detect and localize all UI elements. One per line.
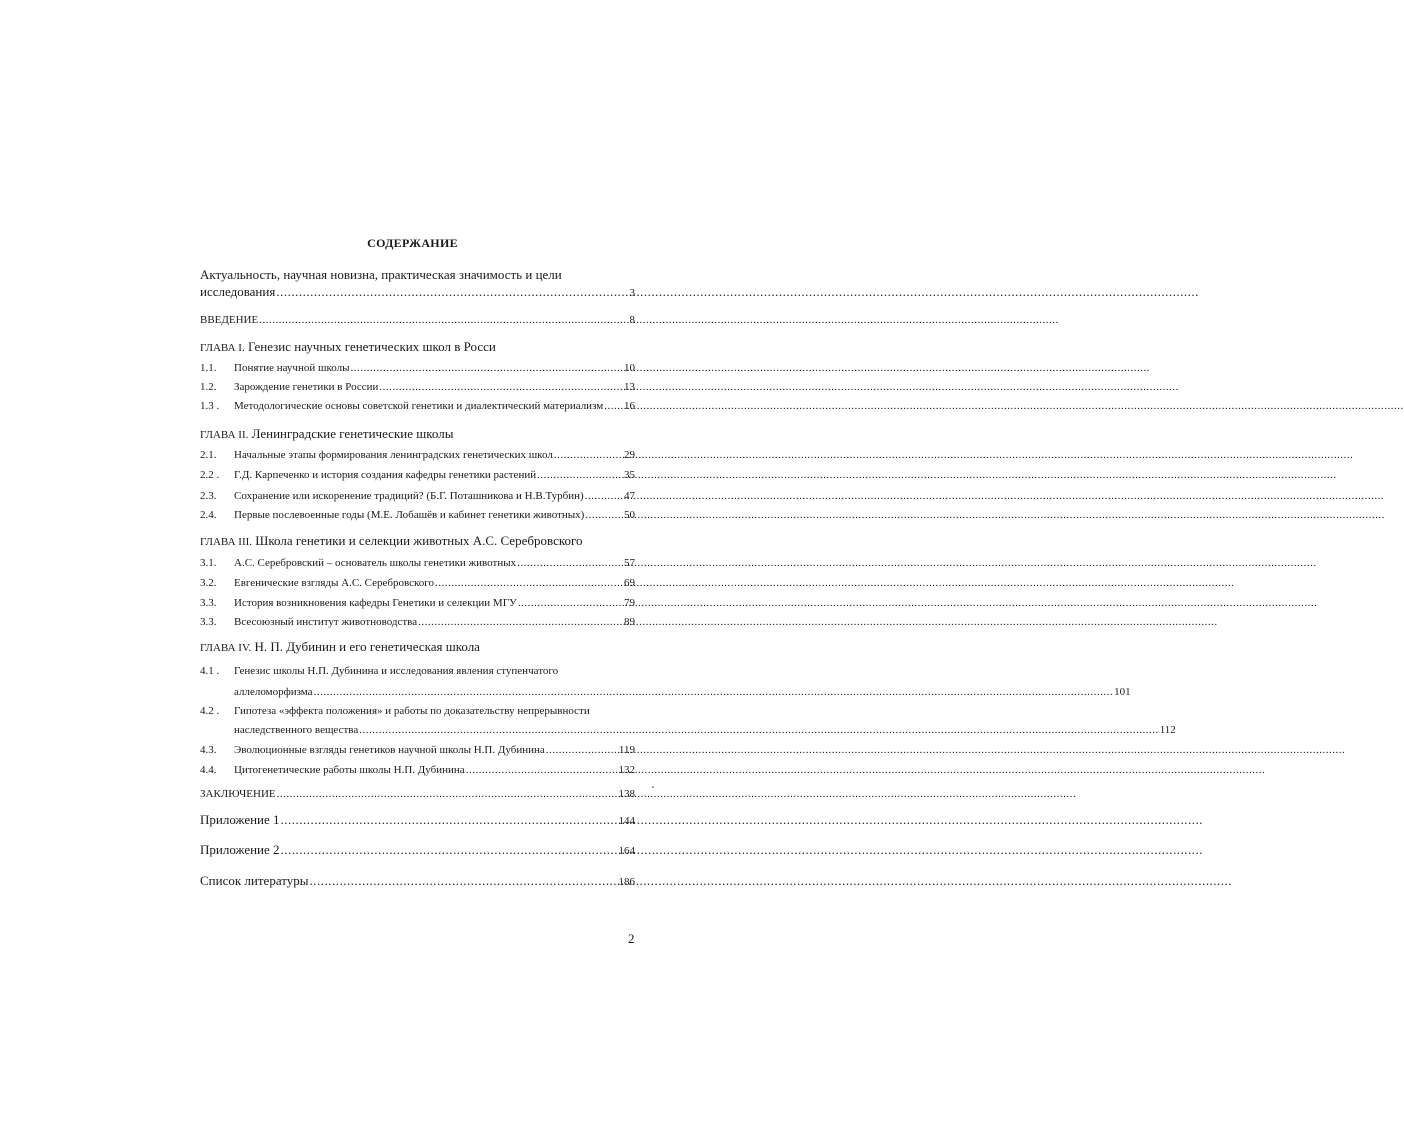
- dot-leader: [281, 842, 618, 858]
- chapter-title: Школа генетики и селекции животных А.С. Серебровского: [252, 533, 583, 548]
- section-number: 3.1.: [200, 557, 217, 569]
- scan-speck: [652, 786, 654, 788]
- page-number: 2: [628, 931, 635, 946]
- section-label: Евгенические взгляды А.С. Серебровского: [234, 577, 435, 589]
- toc-appendix-1: [200, 812, 635, 829]
- section-label: Генезис школы Н.П. Дубинина и исследования явления ступенчатого: [234, 665, 559, 677]
- dot-leader: [418, 614, 623, 630]
- page-title: СОДЕРЖАНИЕ: [367, 236, 458, 250]
- section-label: Методологические основы советской генетики и диалектический материализм: [234, 400, 604, 412]
- section-number: 4.1 .: [200, 665, 220, 677]
- toc-section: [200, 398, 635, 414]
- toc-intro: [200, 284, 635, 301]
- section-label: Г.Д. Карпеченко и история создания кафедры генетики растений: [234, 469, 537, 481]
- toc-section: [200, 742, 635, 758]
- toc-appendix-1-page: 144: [618, 815, 635, 827]
- toc-appendix-1-label: Приложение 1: [200, 812, 280, 827]
- toc-bibliography: [200, 873, 635, 890]
- toc-bibliography-label: Список литературы: [200, 873, 309, 888]
- section-number: 3.2.: [200, 577, 217, 589]
- dot-leader: [554, 447, 623, 463]
- dot-leader: [379, 379, 623, 395]
- dot-leader: [517, 555, 623, 571]
- toc-chapter-3: [200, 533, 583, 549]
- toc-intro-page: 3: [629, 287, 635, 299]
- dot-leader: [277, 786, 618, 802]
- section-page: 29: [624, 449, 635, 461]
- chapter-prefix: ГЛАВА: [200, 342, 239, 354]
- section-label: Понятие научной школы: [234, 362, 350, 374]
- chapter-roman: I.: [238, 342, 245, 354]
- chapter-roman: IV.: [238, 642, 252, 654]
- chapter-prefix: ГЛАВА: [200, 429, 239, 441]
- dot-leader: [350, 360, 623, 376]
- section-page: 57: [624, 557, 635, 569]
- section-page: 112: [1159, 724, 1176, 736]
- dot-leader: [259, 312, 628, 328]
- section-page: 13: [624, 381, 635, 393]
- toc-section: [200, 360, 635, 376]
- toc-conclusion-label: ЗАКЛЮЧЕНИЕ: [200, 788, 276, 800]
- toc-appendix-2-page: 164: [618, 845, 635, 857]
- section-page: 10: [624, 362, 635, 374]
- section-page: 132: [618, 764, 635, 776]
- toc-section: [200, 488, 635, 504]
- section-page: 89: [624, 616, 635, 628]
- section-number: 2.1.: [200, 449, 217, 461]
- dot-leader: [435, 575, 623, 591]
- section-label: Гипотеза «эффекта положения» и работы по доказательству непрерывности: [234, 705, 590, 717]
- section-number: 4.4.: [200, 764, 217, 776]
- section-label: Эволюционные взгляды генетиков научной школы Н.П. Дубинина: [234, 744, 545, 756]
- section-label: История возникновения кафедры Генетики и селекции МГУ: [234, 597, 517, 609]
- toc-appendix-2-label: Приложение 2: [200, 842, 280, 857]
- section-number: 2.4.: [200, 509, 217, 521]
- section-page: 16: [624, 400, 635, 412]
- dot-leader: [314, 684, 1114, 700]
- toc-conclusion: [200, 786, 635, 802]
- toc-introduction-label: ВВЕДЕНИЕ: [200, 314, 259, 326]
- toc-bibliography-page: 186: [618, 876, 635, 888]
- toc-section-continuation: [234, 684, 1131, 700]
- toc-chapter-4: [200, 639, 480, 655]
- dot-leader: [546, 742, 618, 758]
- toc-section: [200, 575, 635, 591]
- section-label: А.С. Серебровский – основатель школы генетики животных: [234, 557, 517, 569]
- toc-chapter-2: [200, 426, 453, 442]
- chapter-roman: III.: [238, 536, 253, 548]
- section-label: Всесоюзный институт животноводства: [234, 616, 418, 628]
- section-number: 2.3.: [200, 490, 217, 502]
- toc-section: [200, 595, 635, 611]
- section-page: 119: [618, 744, 635, 756]
- toc-introduction-page: 8: [629, 314, 635, 326]
- toc-section: [200, 379, 635, 395]
- section-page: 79: [624, 597, 635, 609]
- section-page: 101: [1114, 686, 1131, 698]
- toc-section-continuation: [234, 722, 1176, 738]
- chapter-prefix: ГЛАВА: [200, 642, 239, 654]
- section-number: 1.2.: [200, 381, 217, 393]
- dot-leader: [518, 595, 623, 611]
- dot-leader: [310, 873, 618, 889]
- chapter-title: Ленинградские генетические школы: [248, 426, 454, 441]
- section-label: Первые послевоенные годы (М.Е. Лобашёв и кабинет генетики животных): [234, 509, 585, 521]
- dot-leader: [359, 722, 1159, 738]
- section-number: 3.3.: [200, 616, 217, 628]
- toc-intro-label: исследования: [200, 284, 276, 299]
- toc-section: [200, 614, 635, 630]
- section-number: 4.3.: [200, 744, 217, 756]
- section-page: 69: [624, 577, 635, 589]
- section-number: 1.3 .: [200, 400, 220, 412]
- section-number: 2.2 .: [200, 469, 220, 481]
- toc-section: [200, 507, 635, 523]
- section-label: Сохранение или искоренение традиций? (Б.Г. Поташникова и Н.В.Турбин): [234, 490, 584, 502]
- dot-leader: [585, 488, 623, 504]
- section-label-continuation: наследственного вещества: [234, 724, 359, 736]
- section-page: 47: [624, 490, 635, 502]
- chapter-title: Н. П. Дубинин и его генетическая школа: [251, 639, 480, 654]
- table-of-contents: [200, 0, 1176, 1124]
- dot-leader: [276, 284, 628, 300]
- toc-section: [200, 663, 635, 679]
- section-number: 4.2 .: [200, 705, 220, 717]
- section-page: 35: [624, 469, 635, 481]
- toc-intro-line1: Актуальность, научная новизна, практическая значимость и цели: [200, 267, 562, 282]
- dot-leader: [281, 812, 618, 828]
- dot-leader: [604, 398, 623, 414]
- toc-section: [200, 467, 635, 483]
- section-label: Начальные этапы формирования ленинградских генетических школ: [234, 449, 553, 461]
- toc-section: [200, 447, 635, 463]
- section-number: 1.1.: [200, 362, 217, 374]
- section-page: 50: [624, 509, 635, 521]
- toc-chapter-1: [200, 339, 496, 355]
- chapter-prefix: ГЛАВА: [200, 536, 239, 548]
- section-label-continuation: аллеломорфизма: [234, 686, 313, 698]
- dot-leader: [466, 762, 618, 778]
- toc-conclusion-page: 138: [618, 788, 635, 800]
- toc-introduction: [200, 312, 635, 328]
- dot-leader: [585, 507, 623, 523]
- section-label: Цитогенетические работы школы Н.П. Дубинина: [234, 764, 465, 776]
- toc-section: [200, 555, 635, 571]
- dot-leader: [537, 467, 623, 483]
- toc-section: [200, 762, 635, 778]
- chapter-roman: II.: [238, 429, 249, 441]
- section-label: Зарождение генетики в России: [234, 381, 379, 393]
- chapter-title: Генезис научных генетических школ в Росси: [244, 339, 496, 354]
- toc-section: [200, 703, 635, 719]
- section-number: 3.3.: [200, 597, 217, 609]
- toc-appendix-2: [200, 842, 635, 859]
